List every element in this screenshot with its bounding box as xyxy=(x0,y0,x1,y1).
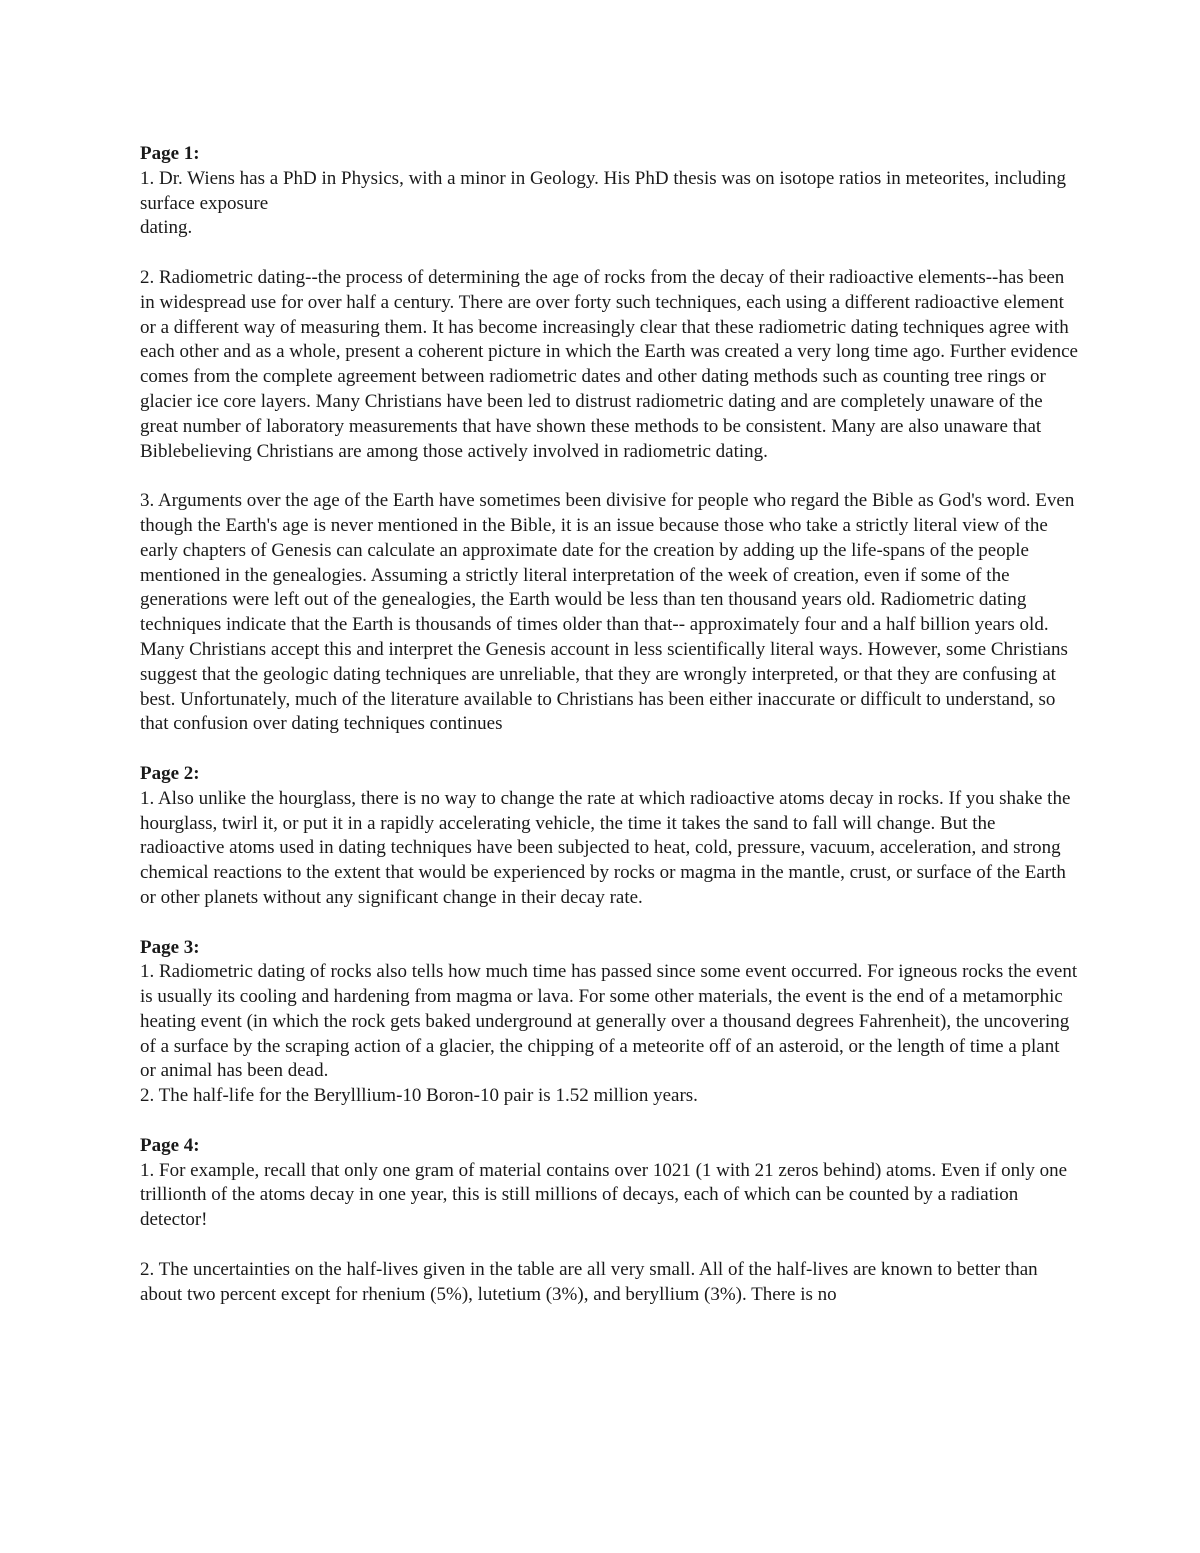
document-body xyxy=(140,142,1080,1307)
page-3-item-2: 2. The half-life for the Berylllium-10 Boron-10 pair is 1.52 million years. xyxy=(140,1085,698,1107)
page-3-heading: Page 3: xyxy=(140,936,200,958)
page-3-item-1: 1. Radiometric dating of rocks also tells how much time has passed since some event occurred. For igneous rocks the event is usually its cooling and hardening from magma or lava. For some other materials, the event is the end of a metamorphic heating event (in which the rock gets baked underground at generally over a thousand degrees Fahrenheit), the uncovering of a surface by the scraping action of a glacier, the chipping of a meteorite off of an asteroid, or the length of time a plant or animal has been dead. xyxy=(140,961,1078,1082)
page-1-item-2: 2. Radiometric dating--the process of determining the age of rocks from the decay of their radioactive elements--has been in widespread use for over half a century. There are over forty such techniques, each using a different radioactive element or a different way of measuring them. It has become increasingly clear that these radiometric dating techniques agree with each other and as a whole, present a coherent picture in which the Earth was created a very long time ago. Further evidence comes from the complete agreement between radiometric dates and other dating methods such as counting tree rings or glacier ice core layers. Many Christians have been led to distrust radiometric dating and are completely unaware of the great number of laboratory measurements that have shown these methods to be consistent. Many are also unaware that Biblebelieving Christians are among those actively involved in radiometric dating. xyxy=(140,266,1078,462)
page-4-item-1: 1. For example, recall that only one gram of material contains over 1021 (1 with 21 zeros behind) atoms. Even if only one trillionth of the atoms decay in one year, this is still millions of decays, each of which can be counted by a radiation detector! xyxy=(140,1159,1068,1231)
paragraph-gap xyxy=(140,241,1080,266)
page-1-item-1-line-a: 1. Dr. Wiens has a PhD in Physics, with a minor in Geology. His PhD thesis was on isotope ratios in meteorites, including surface exposure xyxy=(140,167,1066,214)
paragraph-gap xyxy=(140,464,1080,489)
page-4-item-2: 2. The uncertainties on the half-lives given in the table are all very small. All of the half-lives are known to better than about two percent except for rhenium (5%), lutetium (3%), and beryllium (3%). There is no xyxy=(140,1258,1038,1305)
page-2-item-1: 1. Also unlike the hourglass, there is no way to change the rate at which radioactive atoms decay in rocks. If you shake the hourglass, twirl it, or put it in a rapidly accelerating vehicle, the time it takes the sand to fall will change. But the radioactive atoms used in dating techniques have been subjected to heat, cold, pressure, vacuum, acceleration, and strong chemical reactions to the extent that would be experienced by rocks or magma in the mantle, crust, or surface of the Earth or other planets without any significant change in their decay rate. xyxy=(140,787,1071,908)
page-4-heading: Page 4: xyxy=(140,1134,200,1156)
paragraph-gap xyxy=(140,1109,1080,1134)
page-2-heading: Page 2: xyxy=(140,762,200,784)
paragraph-gap xyxy=(140,911,1080,936)
paragraph-gap xyxy=(140,1233,1080,1258)
page-1-heading: Page 1: xyxy=(140,143,200,164)
page-1-item-3: 3. Arguments over the age of the Earth have sometimes been divisive for people who regard the Bible as God's word. Even though the Earth's age is never mentioned in the Bible, it is an issue because those who take a strictly literal view of the early chapters of Genesis can calculate an approximate date for the creation by adding up the life-spans of the people mentioned in the genealogies. Assuming a strictly literal interpretation of the week of creation, even if some of the generations were left out of the genealogies, the Earth would be less than ten thousand years old. Radiometric dating techniques indicate that the Earth is thousands of times older than that-- approximately four and a half billion years old. Many Christians accept this and interpret the Genesis account in less scientifically literal ways. However, some Christians suggest that the geologic dating techniques are unreliable, that they are wrongly interpreted, or that they are confusing at best. Unfortunately, much of the literature available to Christians has been either inaccurate or difficult to understand, so that confusion over dating techniques continues xyxy=(140,490,1075,735)
paragraph-gap xyxy=(140,737,1080,762)
page-1-item-1-line-b: dating. xyxy=(140,217,193,239)
